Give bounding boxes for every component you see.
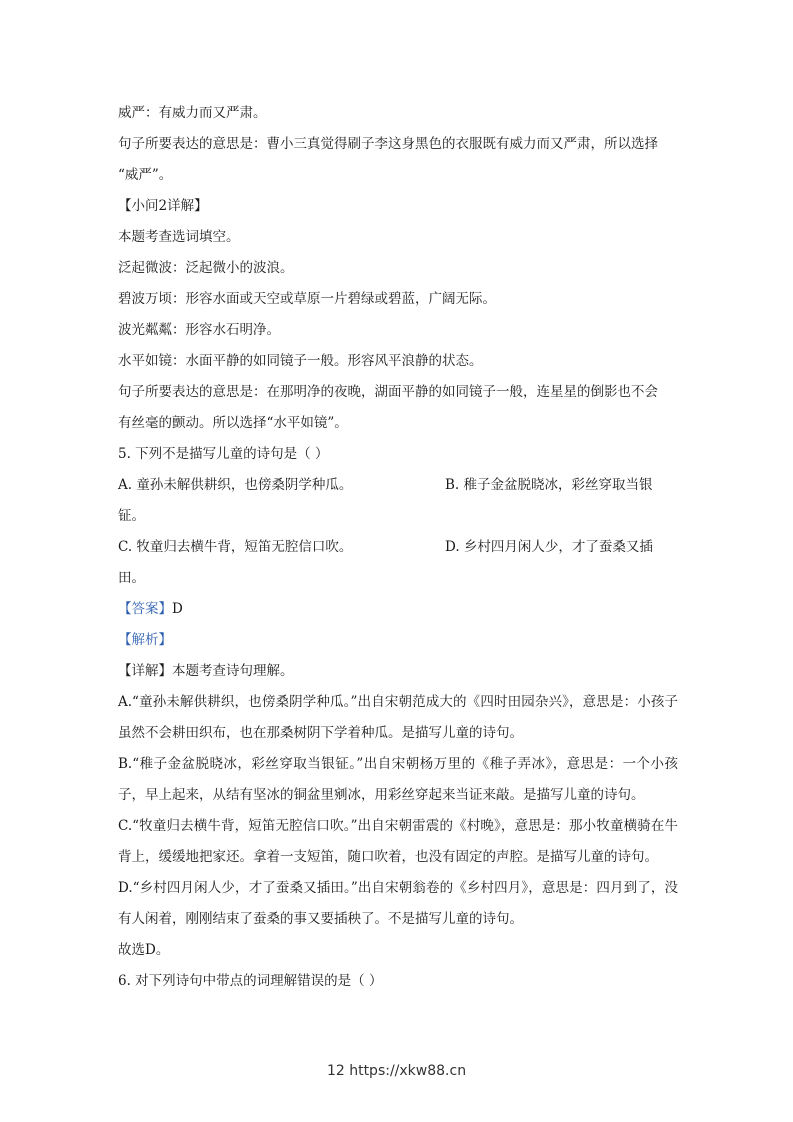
explanation-d: D.“乡村四月闲人少，才了蚕桑又插田。”出自宋朝翁卷的《乡村四月》，意思是：四月到了，没有人闲着，刚刚结束了蚕桑的事又要插秧了。不是描写儿童的诗句。 [118, 880, 678, 927]
page-footer: 12 https://xkw88.cn [326, 1063, 467, 1079]
text-line: 波光粼粼：形容水石明净。 [118, 322, 280, 338]
text-line: “威严”。 [118, 167, 173, 183]
text-line: 碧波万顷：形容水面或天空或草原一片碧绿或碧蓝，广阔无际。 [118, 291, 496, 307]
option-a: A. 童孙未解供耕织，也傍桑阴学种瓜。 [118, 477, 353, 493]
document-body [118, 98, 678, 997]
text-line: 句子所要表达的意思是：在那明净的夜晚，湖面平静的如同镜子一般，连星星的倒影也不会 [118, 384, 658, 400]
detail-heading: 【详解】本题考查诗句理解。 [118, 663, 294, 679]
text-line: 泛起微波：泛起微小的波浪。 [118, 260, 294, 276]
explanation-b: B.“稚子金盆脱晓冰，彩丝穿取当银钲。”出自宋朝杨万里的《稚子弄冰》，意思是：一个小孩子，早上起来，从结有坚冰的铜盆里剜冰，用彩丝穿起来当证来敲。是描写儿童的诗句。 [118, 756, 678, 803]
section-heading: 【小问2详解】 [118, 198, 208, 214]
text-line: 本题考查选词填空。 [118, 229, 240, 245]
option-c: C. 牧童归去横牛背，短笛无腔信口吹。 [118, 539, 353, 555]
question-5-options-ab [118, 470, 678, 501]
explanation-c: C.“牧童归去横牛背，短笛无腔信口吹。”出自宋朝雷震的《村晚》，意思是：那小牧童横骑在牛背上，缓缓地把家还。拿着一支短笛，随口吹着，也没有固定的声腔。是描写儿童的诗句。 [118, 818, 678, 865]
explanation-a: A.“童孙未解供耕织，也傍桑阴学种瓜。”出自宋朝范成大的《四时田园杂兴》，意思是：小孩子虽然不会耕田织布，也在那桑树阴下学着种瓜。是描写儿童的诗句。 [118, 694, 678, 741]
text-line: 威严：有威力而又严肃。 [118, 105, 267, 121]
option-d: D. 乡村四月闲人少，才了蚕桑又插 [445, 539, 653, 555]
option-b: B. 稚子金盆脱晓冰，彩丝穿取当银 [445, 477, 653, 493]
answer-value: D [172, 601, 183, 617]
question-5-options-cd [118, 532, 678, 563]
text-line: 句子所要表达的意思是：曹小三真觉得刷子李这身黑色的衣服既有威力而又严肃，所以选择 [118, 136, 658, 152]
option-b-tail: 钲。 [118, 508, 145, 524]
answer-label: 【答案】 [118, 601, 172, 617]
text-line: 水平如镜：水面平静的如同镜子一般。形容风平浪静的状态。 [118, 353, 483, 369]
question-6-stem: 6. 对下列诗句中带点的词理解错误的是（ ） [118, 973, 383, 989]
option-d-tail: 田。 [118, 570, 145, 586]
answer-line [118, 594, 678, 625]
analysis-label: 【解析】 [118, 632, 172, 648]
text-line: 有丝毫的颤动。所以选择“水平如镜”。 [118, 415, 348, 431]
conclusion: 故选D。 [118, 942, 170, 958]
question-5-stem: 5. 下列不是描写儿童的诗句是（ ） [118, 446, 329, 462]
